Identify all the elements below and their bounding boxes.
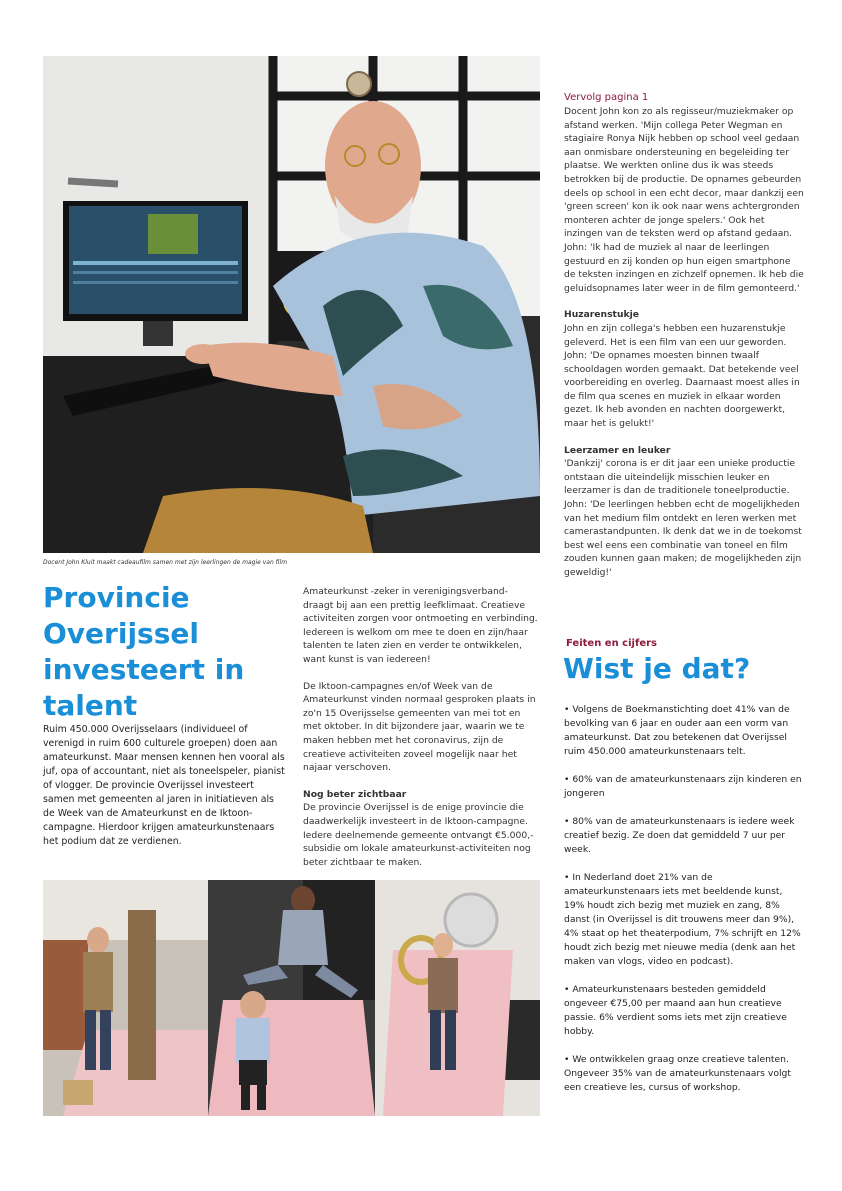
photo-caption: Docent John Kluit maakt cadeaufilm samen met zijn leerlingen de magie van film	[43, 559, 288, 566]
headline: Provincie Overijssel investeert in talent	[43, 581, 245, 722]
fact-item: • Amateurkunstenaars besteden gemiddeld ongeveer €75,00 per maand aan hun creatieve passie. 6% verdient soms iets met zijn creatieve hobby.	[564, 984, 787, 1037]
right-column	[564, 92, 804, 580]
middle-column	[303, 585, 541, 869]
subheading: Leerzamer en leuker	[564, 444, 671, 456]
paragraph: De Iktoon-campagnes en/of Week van de Amateurkunst vinden normaal gesproken plaats in zo'n 15 Overijsselse gemeenten van mei tot en met oktober. In dit bijzondere jaar, waarin we te maken hebben met het coronavirus, zijn de creatieve activiteiten zoveel mogelijk naar het najaar verschoven.	[303, 680, 536, 774]
paragraph: Docent John kon zo als regisseur/muziekmaker op afstand werken. 'Mijn collega Peter Wegman en stagiaire Ronya Nijk hebben op school veel gedaan aan onmisbare ondersteuning en begeleiding ter plaatse. We werkten online dus ik was steeds betrokken bij de productie. De opnames gebeurden deels op school in een echt decor, maar dankzij een 'green screen' kon ik ook naar wens achtergronden monteren achter de jonge spelers.' Ook het inzingen van de teksten werd op afstand gedaan. John: 'Ik had de muziek al naar de leerlingen gestuurd en zij konden op hun eigen smartphone de teksten inzingen en zichzelf opnemen. Ik heb die geluidsopnames later weer in de film gemonteerd.'	[564, 106, 804, 294]
paragraph: Amateurkunst -zeker in verenigingsverband- draagt bij aan een prettig leefklimaat. Creatieve activiteiten zorgen voor ontmoeting en verbinding. Iedereen is welkom om mee te doen en zijn/haar talenten te laten zien en verder te ontwikkelen, want kunst is van iedereen!	[303, 586, 538, 665]
fact-item: • 60% van de amateurkunstenaars zijn kinderen en jongeren	[564, 774, 802, 799]
subheading: Nog beter zichtbaar	[303, 788, 407, 800]
continued-kicker: Vervolg pagina 1	[564, 92, 649, 103]
hero-photo	[43, 56, 540, 553]
bottom-photo-strip	[43, 880, 540, 1116]
fact-item: • In Nederland doet 21% van de amateurkunstenaars iets met beeldende kunst, 19% houdt zich bezig met muziek en zang, 8% danst (in Overijssel is dit trouwens meer dan 9%), 4% staat op het theaterpodium, 7% schrijft en 12% houdt zich bezig met nieuwe media (denk aan het maken van vlogs, video en podcast).	[564, 872, 801, 967]
paragraph: John en zijn collega's hebben een huzarenstukje geleverd. Het is een film van een uur geworden. John: 'De opnames moesten binnen twaalf schooldagen worden gemaakt. Dat betekende veel voorbereiding en overleg. Daarnaast moest alles in de film qua scenes en muziek in elkaar worden gezet. Ik heb avonden en nachten doorgewerkt, maar het is gelukt!'	[564, 322, 800, 430]
intro-paragraph: Ruim 450.000 Overijsselaars (individueel of verenigd in ruim 600 culturele groepen) doen aan amateurkunst. Maar mensen kennen hen vooral als juf, opa of accountant, niet als toneelspeler, pianist of vlogger. De provincie Overijssel investeert samen met gemeenten al jaren in initiatieven als de Week van de Amateurkunst en de Iktoon-campagne. Hierdoor krijgen amateurkunstenaars het podium dat ze verdienen.	[43, 724, 285, 847]
facts-list	[564, 703, 804, 1109]
paragraph: De provincie Overijssel is de enige provincie die daadwerkelijk investeert in de Iktoon-campagne. Iedere deelnemende gemeente ontvangt €5.000,- subsidie om lokale amateurkunst-activiteiten nog beter zichtbaar te maken.	[303, 802, 534, 868]
paragraph: 'Dankzij' corona is er dit jaar een unieke productie ontstaan die uiteindelijk misschien leuker en leerzamer is dan de traditionele toneelproductie. John: 'De leerlingen hebben echt de mogelijkheden van het medium film ontdekt en leren werken met camerastandpunten. Ik denk dat we in de toekomst best wel eens een combinatie van toneel en film zouden kunnen gaan maken; de mogelijkheden zijn geweldig!'	[564, 458, 802, 578]
facts-kicker: Feiten en cijfers	[566, 638, 657, 649]
facts-title: Wist je dat?	[563, 652, 751, 685]
fact-item: • We ontwikkelen graag onze creatieve talenten. Ongeveer 35% van de amateurkunstenaars volgt een creatieve les, cursus of workshop.	[564, 1054, 791, 1093]
subheading: Huzarenstukje	[564, 309, 639, 321]
fact-item: • Volgens de Boekmanstichting doet 41% van de bevolking van 6 jaar en ouder aan een vorm van amateurkunst. Dat zou betekenen dat Overijssel ruim 450.000 amateurkunstenaars telt.	[564, 704, 790, 757]
fact-item: • 80% van de amateurkunstenaars is iedere week creatief bezig. Ze doen dat gemiddeld 7 uur per week.	[564, 816, 795, 855]
